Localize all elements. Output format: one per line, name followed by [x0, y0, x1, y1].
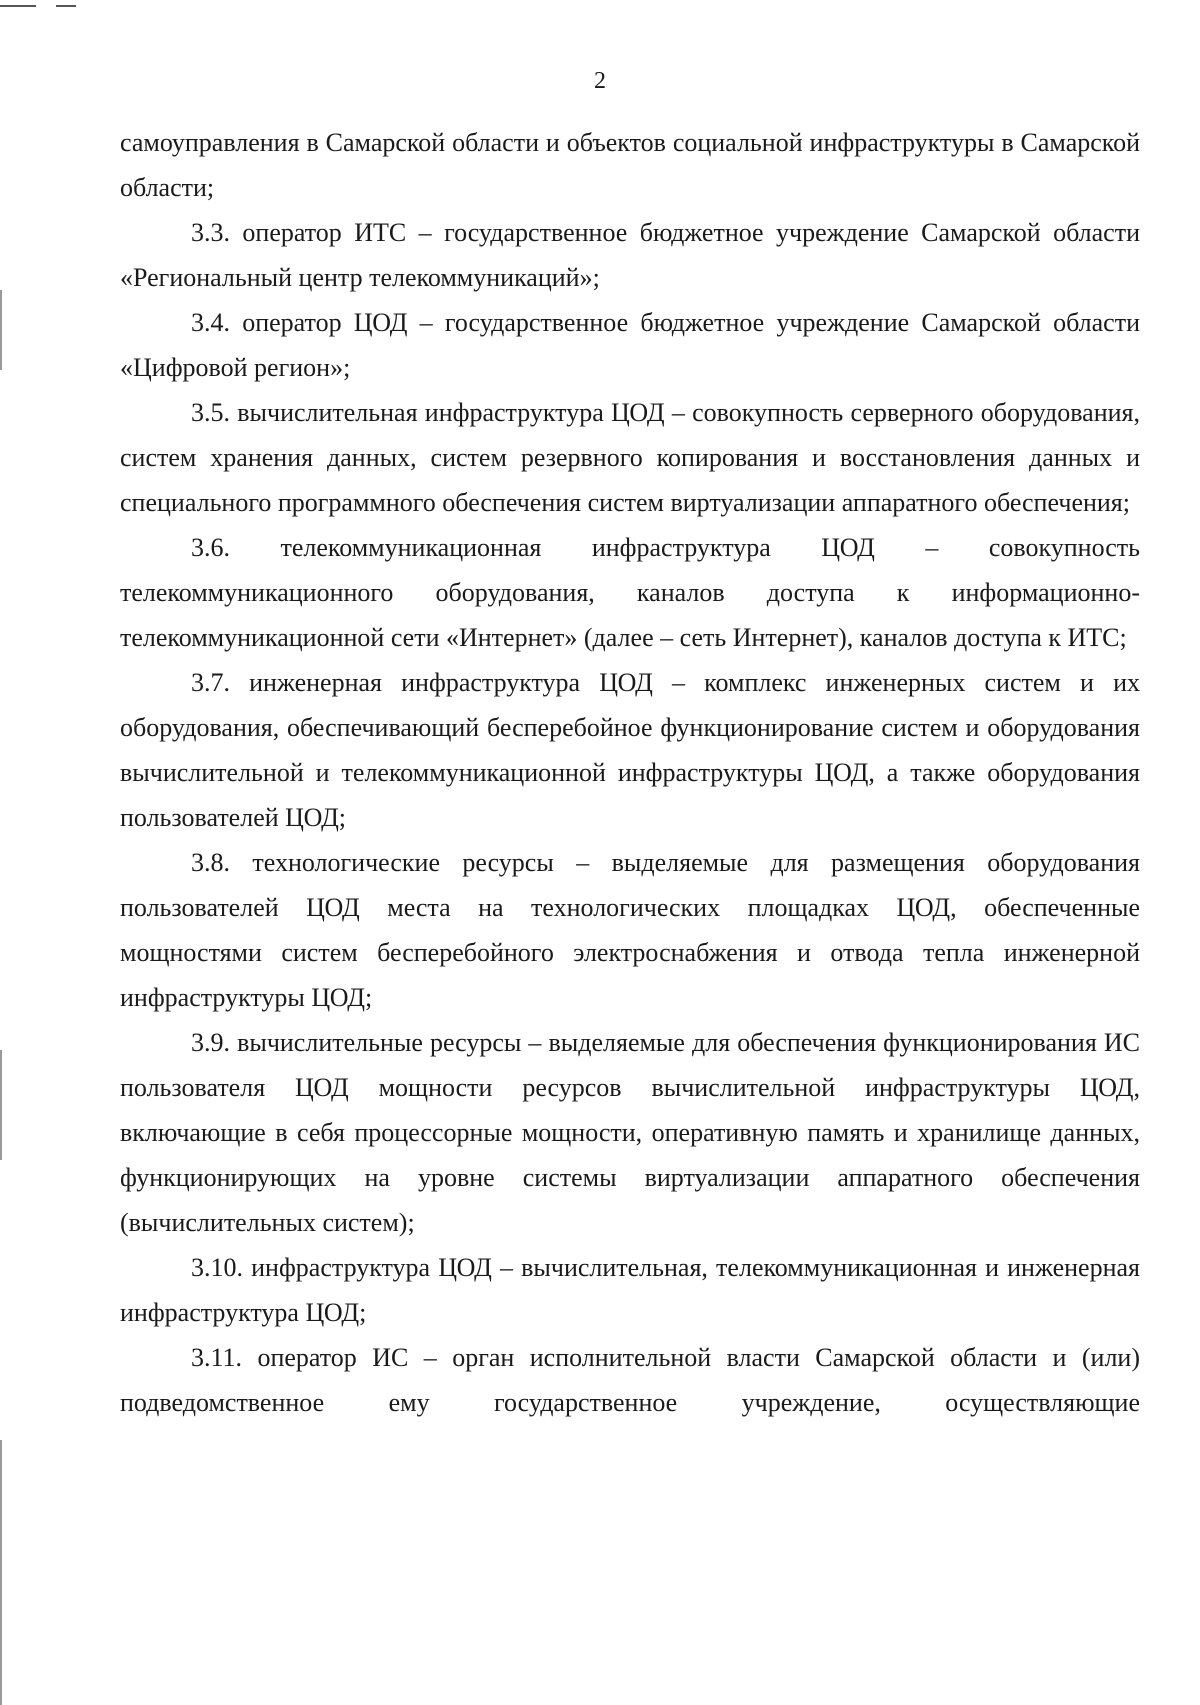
- scan-left-edge-line: [0, 290, 2, 370]
- paragraph-3-11: 3.11. оператор ИС – орган исполнительной власти Самарской области и (или) подведомственное ему государственное учреждение, осуществляющие: [120, 1343, 1140, 1417]
- paragraph-continuation: самоуправления в Самарской области и объектов социальной инфраструктуры в Самарской области;: [120, 128, 1140, 202]
- paragraph-3-5: 3.5. вычислительная инфраструктура ЦОД – совокупность серверного оборудования, систем хранения данных, систем резервного копирования и восстановления данных и специального программного обеспечения систем виртуализации аппаратного обеспечения;: [120, 398, 1140, 517]
- paragraph-3-6: 3.6. телекоммуникационная инфраструктура ЦОД – совокупность телекоммуникационного оборудования, каналов доступа к информационно-телекоммуникационной сети «Интернет» (далее – сеть Интернет), каналов доступа к ИТС;: [120, 533, 1140, 652]
- paragraph-3-3: 3.3. оператор ИТС – государственное бюджетное учреждение Самарской области «Региональный центр телекоммуникаций»;: [120, 218, 1140, 292]
- paragraph-3-9: 3.9. вычислительные ресурсы – выделяемые для обеспечения функционирования ИС пользователя ЦОД мощности ресурсов вычислительной инфраструктуры ЦОД, включающие в себя процессорные мощности, оперативную память и хранилище данных, функционирующих на уровне системы виртуализации аппаратного обеспечения (вычислительных систем);: [120, 1028, 1140, 1237]
- page-number: 2: [594, 68, 606, 94]
- paragraph-3-7: 3.7. инженерная инфраструктура ЦОД – комплекс инженерных систем и их оборудования, обеспечивающий бесперебойное функционирование систем и оборудования вычислительной и телекоммуникационной инфраструктуры ЦОД, а также оборудования пользователей ЦОД;: [120, 668, 1140, 832]
- document-body: [120, 120, 1140, 1425]
- paragraph-3-10: 3.10. инфраструктура ЦОД – вычислительная, телекоммуникационная и инженерная инфраструктура ЦОД;: [120, 1253, 1140, 1327]
- paragraph-3-8: 3.8. технологические ресурсы – выделяемые для размещения оборудования пользователей ЦОД места на технологических площадках ЦОД, обеспеченные мощностями систем бесперебойного электроснабжения и отвода тепла инженерной инфраструктуры ЦОД;: [120, 848, 1140, 1012]
- scan-edge-mark: [0, 5, 80, 7]
- scan-left-edge-line: [0, 1050, 2, 1160]
- paragraph-3-4: 3.4. оператор ЦОД – государственное бюджетное учреждение Самарской области «Цифровой регион»;: [120, 308, 1140, 382]
- scan-left-edge-line: [0, 1440, 2, 1705]
